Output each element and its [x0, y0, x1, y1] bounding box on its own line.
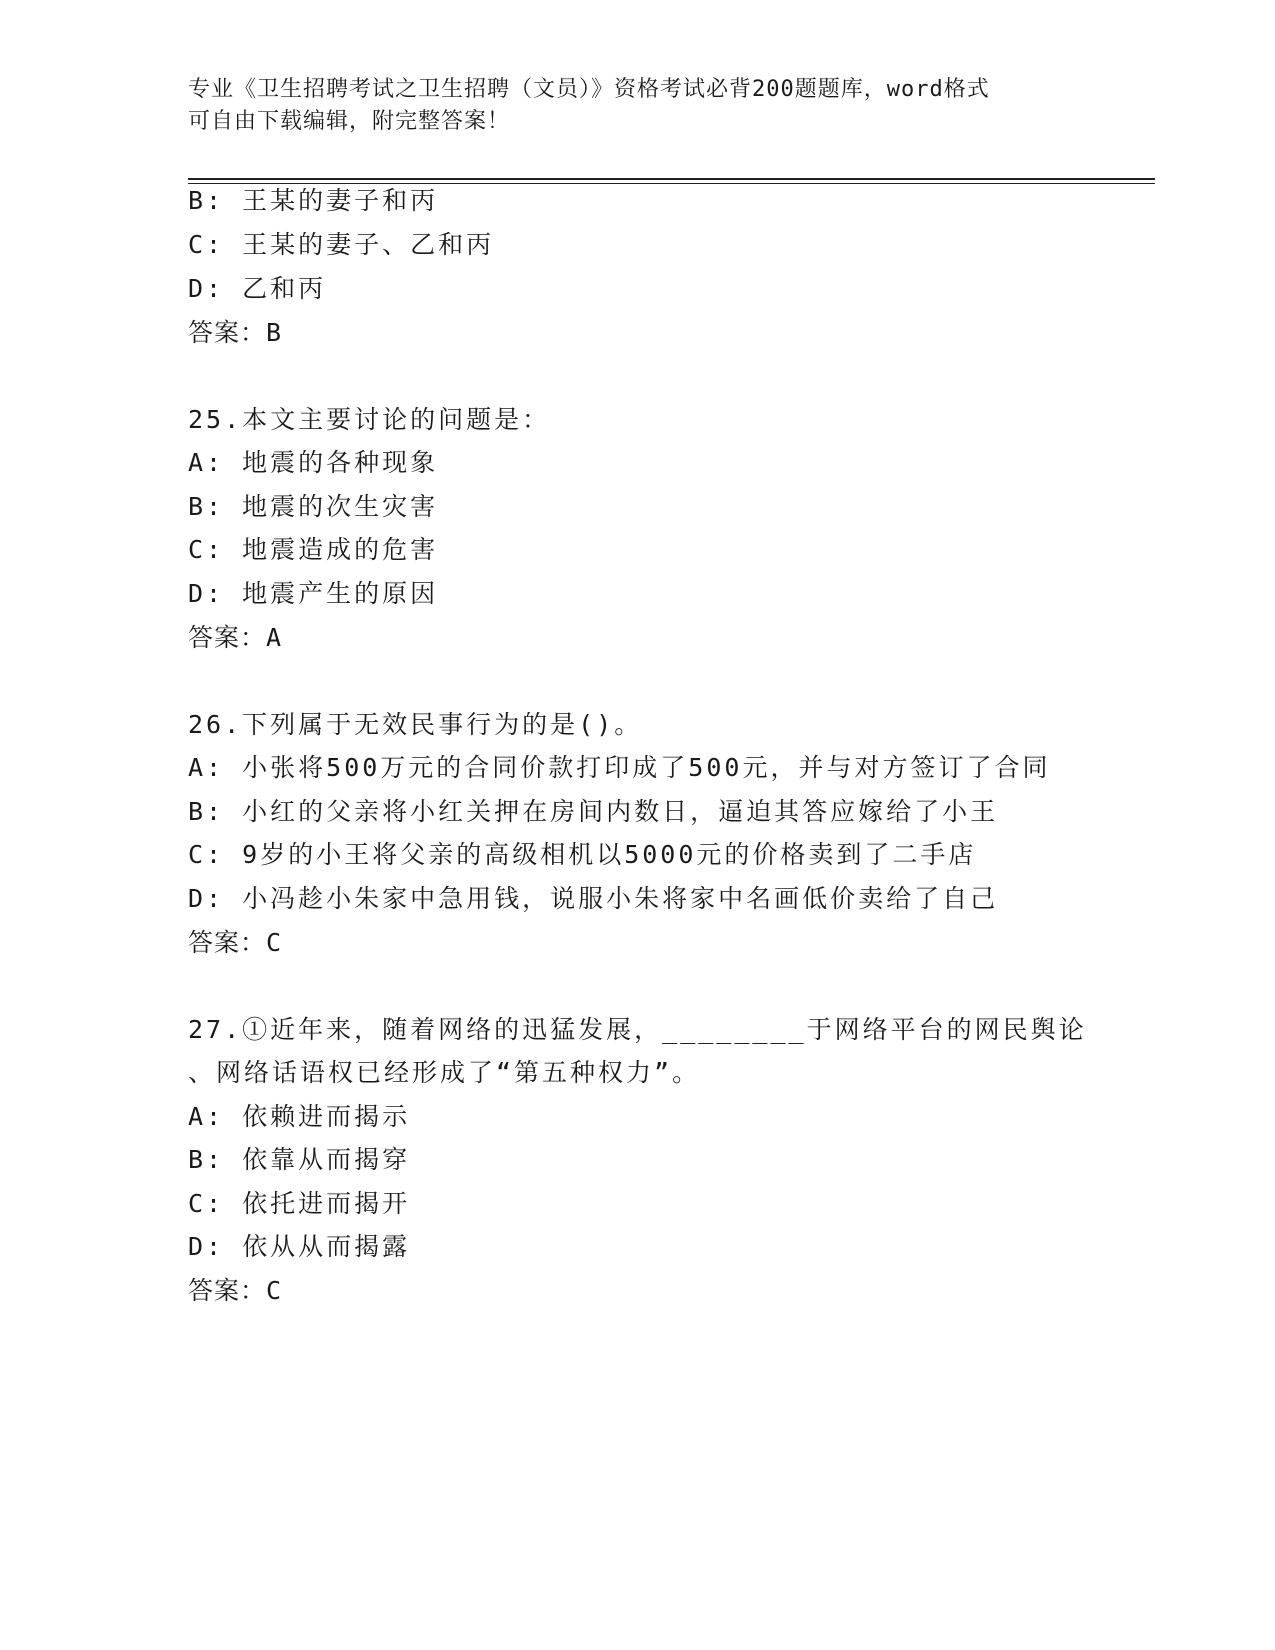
q25-answer: 答案：A — [188, 623, 283, 652]
document-header — [188, 74, 1068, 138]
q27-option-c: C: 依托进而揭开 — [188, 1189, 411, 1218]
q25-stem: 25.本文主要讨论的问题是： — [188, 405, 551, 434]
q26-option-c: C: 9岁的小王将父亲的高级相机以5000元的价格卖到了二手店 — [188, 840, 977, 869]
q24-option-c: C: 王某的妻子、乙和丙 — [188, 230, 495, 259]
header-divider-thick — [188, 178, 1155, 180]
header-line-1: 专业《卫生招聘考试之卫生招聘（文员）》资格考试必背200题题库，word格式 — [188, 77, 990, 102]
q27-option-d: D: 依从从而揭露 — [188, 1232, 411, 1261]
q27-stem-line-1: 27.①近年来，随着网络的迅猛发展，________于网络平台的网民舆论 — [188, 1015, 1087, 1044]
q24-option-b: B: 王某的妻子和丙 — [188, 186, 439, 215]
q25-option-a: A: 地震的各种现象 — [188, 448, 439, 477]
q27-option-b: B: 依靠从而揭穿 — [188, 1145, 411, 1174]
q26-answer: 答案：C — [188, 928, 283, 957]
q25-option-d: D: 地震产生的原因 — [188, 579, 439, 608]
header-line-2: 可自由下载编辑，附完整答案！ — [188, 109, 511, 134]
q26-option-d: D: 小冯趁小朱家中急用钱，说服小朱将家中名画低价卖给了自己 — [188, 884, 999, 913]
q26-option-b: B: 小红的父亲将小红关押在房间内数日，逼迫其答应嫁给了小王 — [188, 797, 999, 826]
q25-option-c: C: 地震造成的危害 — [188, 535, 439, 564]
q27-stem-line-2: 、网络话语权已经形成了“第五种权力”。 — [188, 1058, 701, 1087]
q27-answer: 答案：C — [188, 1276, 283, 1305]
q27-option-a: A: 依赖进而揭示 — [188, 1102, 411, 1131]
q26-stem: 26.下列属于无效民事行为的是()。 — [188, 710, 643, 739]
q25-option-b: B: 地震的次生灾害 — [188, 492, 439, 521]
q24-option-d: D: 乙和丙 — [188, 274, 327, 303]
q26-option-a: A: 小张将500万元的合同价款打印成了500元，并与对方签订了合同 — [188, 753, 1051, 782]
q24-answer: 答案：B — [188, 318, 283, 347]
